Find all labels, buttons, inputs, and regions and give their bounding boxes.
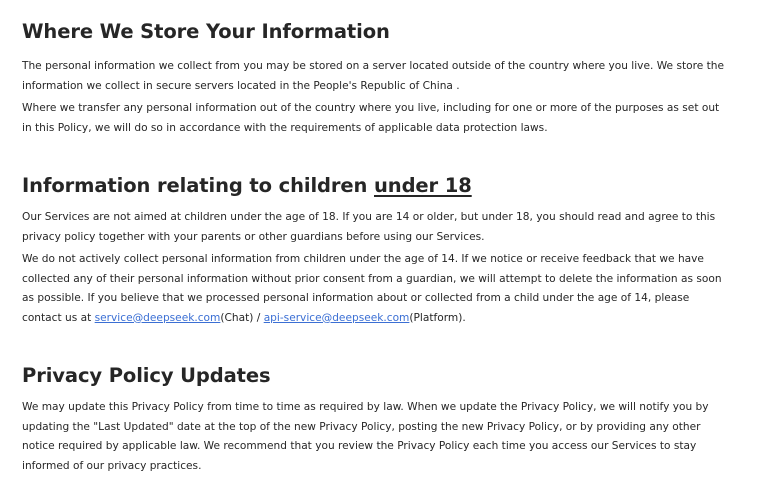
platform-label: (Platform). — [409, 311, 466, 324]
heading-prefix: Information relating to children — [22, 174, 374, 197]
paragraph: We may update this Privacy Policy from time to time as required by law. When we update the Privacy Policy, we will notify you by updating the "Last Updated" date at the top of the new Privacy Policy, posting the new Privacy Policy, or by providing any other notice required by applicable law. We recommend that you review the Privacy Policy each time you access our Services to stay informed of our privacy practices. — [22, 401, 709, 472]
section-heading-policy-updates: Privacy Policy Updates — [22, 364, 271, 387]
chat-email-link[interactable]: service@deepseek.com — [94, 311, 221, 324]
platform-email-link[interactable]: api-service@deepseek.com — [263, 311, 410, 324]
paragraph: Our Services are not aimed at children under the age of 18. If you are 14 or older, but under 18, you should read and agree to this privacy policy together with your parents or other guardians before using our Services. — [22, 211, 716, 243]
heading-underlined: under 18 — [374, 174, 472, 197]
section-heading-where-we-store: Where We Store Your Information — [22, 20, 390, 43]
paragraph: Where we transfer any personal information out of the country where you live, including for one or more of the purposes as set out in this Policy, we will do so in accordance with the requirements of applicable data protection laws. — [22, 102, 720, 134]
chat-label: (Chat) / — [220, 311, 264, 324]
paragraph-text: We do not actively collect personal information from children under the age of 14. If we notice or receive feedback that we have collected any of their personal information without prior consent from a guardian, we will attempt to delete the information as soon as possible. If you believe that we processed personal information about or collected from a child under the age of 14, please contact us at — [22, 253, 722, 324]
section-heading-children — [22, 174, 472, 197]
paragraph: The personal information we collect from you may be stored on a server located outside of the country where you live. We store the information we collect in secure servers located in the People's Republic of China . — [22, 60, 724, 92]
paragraph-with-contacts — [22, 250, 732, 328]
